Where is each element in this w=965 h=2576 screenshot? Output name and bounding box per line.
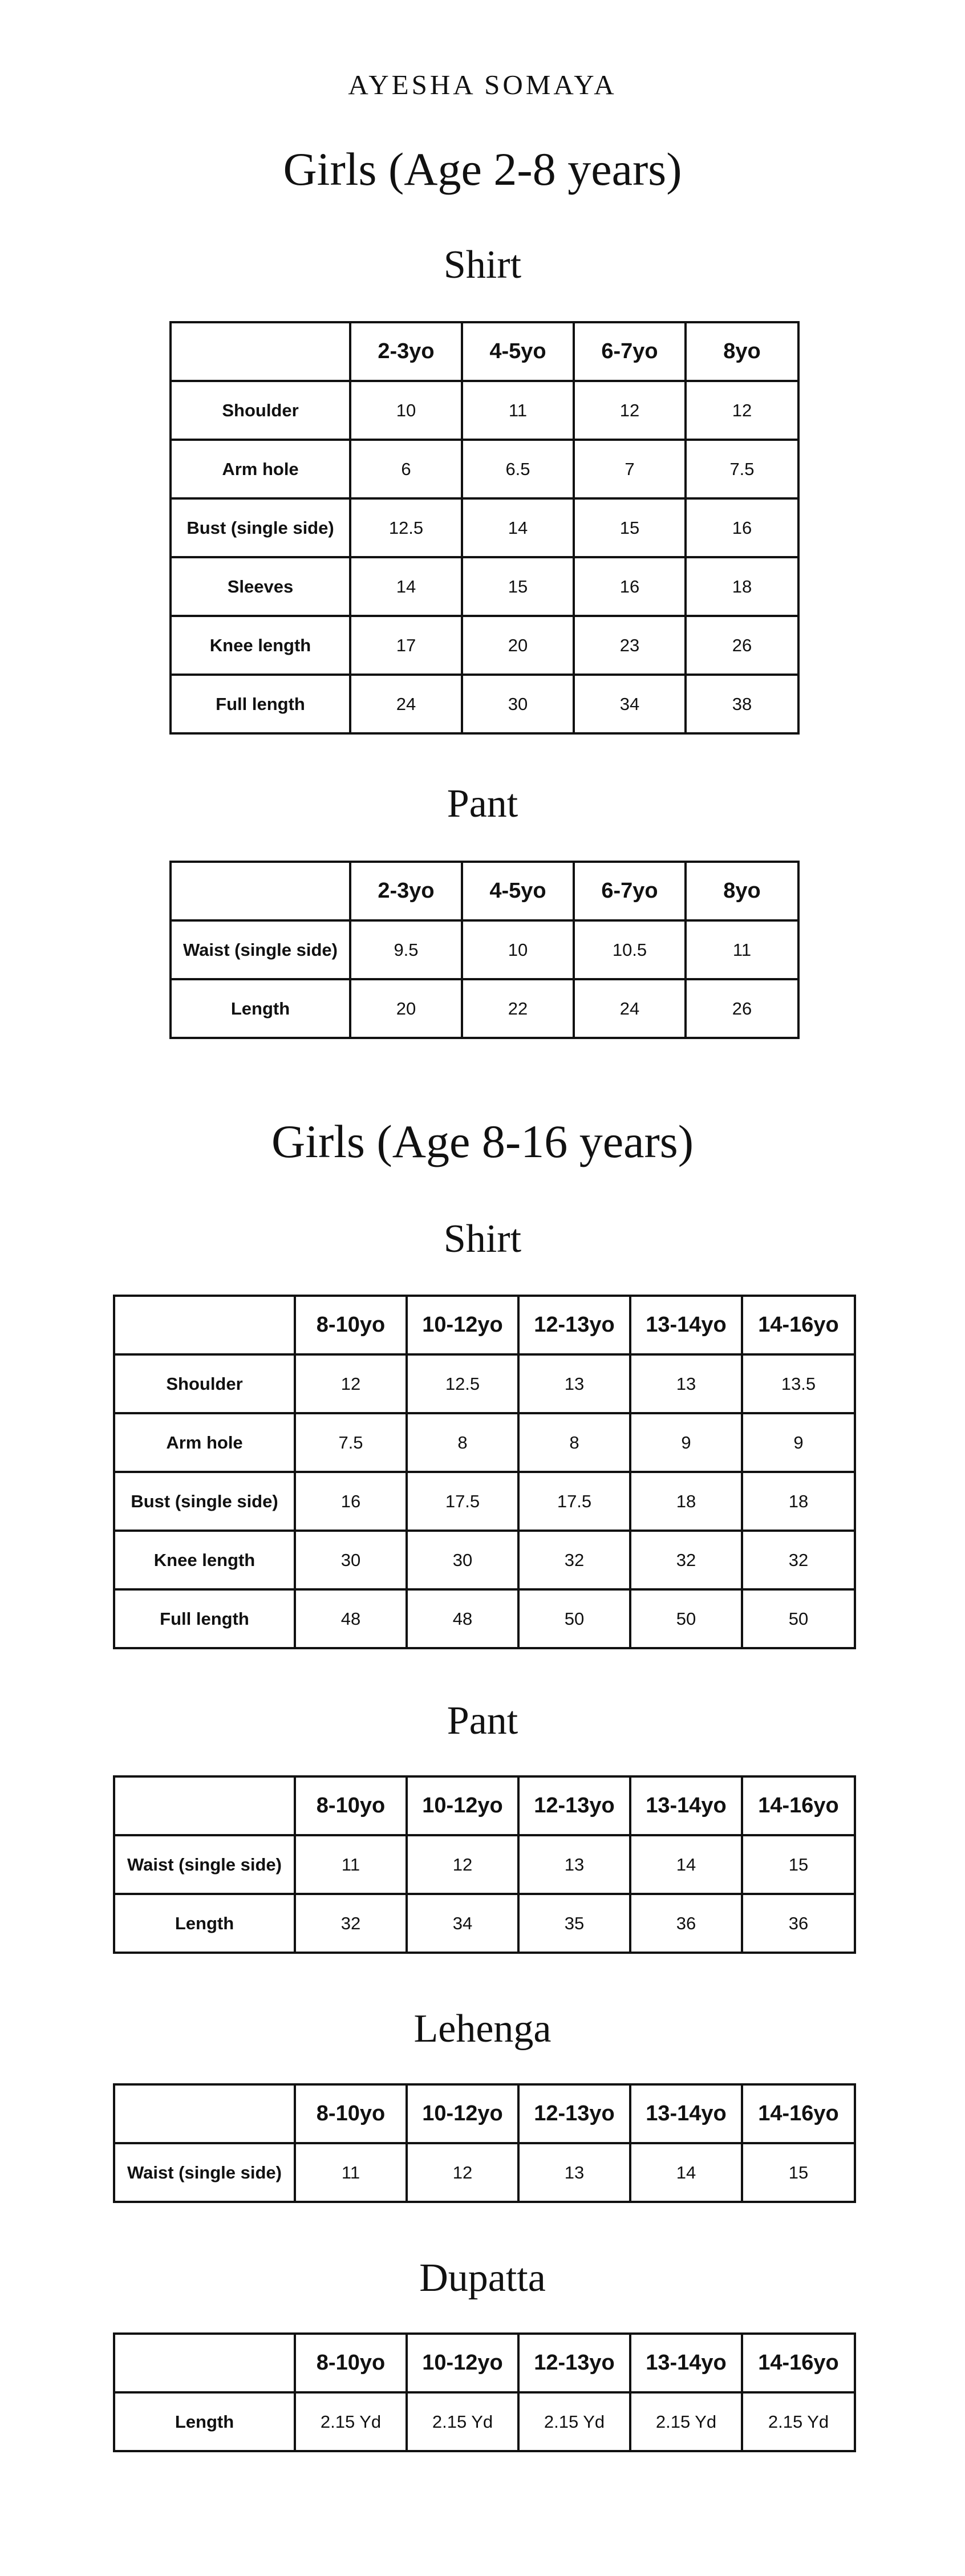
- column-header: 12-13yo: [518, 1296, 630, 1354]
- row-label: Full length: [171, 675, 350, 733]
- table-corner-cell: [114, 2334, 295, 2392]
- table-cell: 22: [462, 979, 574, 1038]
- table-cell: 16: [574, 557, 686, 616]
- column-header: 2-3yo: [350, 322, 462, 381]
- table-cell: 2.15 Yd: [630, 2392, 742, 2451]
- column-header: 13-14yo: [630, 1296, 742, 1354]
- table-cell: 12.5: [350, 498, 462, 557]
- table-row: [114, 1589, 855, 1648]
- table-cell: 36: [630, 1894, 742, 1953]
- table-cell: 12: [407, 2143, 518, 2202]
- column-header: 8yo: [686, 322, 798, 381]
- table-cell: 7.5: [686, 440, 798, 498]
- column-header: 14-16yo: [742, 2334, 855, 2392]
- table-cell: 34: [407, 1894, 518, 1953]
- table-cell: 15: [574, 498, 686, 557]
- pant-size-table-8-16: [113, 1775, 856, 1954]
- table-corner-cell: [114, 2084, 295, 2143]
- table-cell: 11: [462, 381, 574, 440]
- shirt-title-8-16: Shirt: [443, 1217, 522, 1261]
- table-cell: 2.15 Yd: [518, 2392, 630, 2451]
- row-label: Shoulder: [114, 1354, 295, 1413]
- table-header-row: [171, 322, 798, 381]
- column-header: 12-13yo: [518, 2334, 630, 2392]
- table-cell: 34: [574, 675, 686, 733]
- table-cell: 13.5: [742, 1354, 855, 1413]
- row-label: Knee length: [171, 616, 350, 675]
- table-cell: 11: [295, 2143, 407, 2202]
- table-row: [171, 675, 798, 733]
- table-cell: 17.5: [407, 1472, 518, 1531]
- table-cell: 7.5: [295, 1413, 407, 1472]
- table-cell: 9: [742, 1413, 855, 1472]
- row-label: Sleeves: [171, 557, 350, 616]
- table-cell: 30: [462, 675, 574, 733]
- table-cell: 6.5: [462, 440, 574, 498]
- table-cell: 48: [407, 1589, 518, 1648]
- column-header: 13-14yo: [630, 2084, 742, 2143]
- table-cell: 18: [630, 1472, 742, 1531]
- section-title-girls-2-8: Girls (Age 2-8 years): [283, 143, 682, 195]
- table-cell: 15: [742, 1835, 855, 1894]
- table-cell: 9.5: [350, 920, 462, 979]
- table-cell: 26: [686, 616, 798, 675]
- table-header-row: [114, 1776, 855, 1835]
- table-cell: 10: [350, 381, 462, 440]
- row-label: Waist (single side): [171, 920, 350, 979]
- table-cell: 2.15 Yd: [295, 2392, 407, 2451]
- table-cell: 12: [686, 381, 798, 440]
- table-row: [114, 1413, 855, 1472]
- table-cell: 2.15 Yd: [407, 2392, 518, 2451]
- row-label: Bust (single side): [171, 498, 350, 557]
- lehenga-size-table-8-16: [113, 2083, 856, 2203]
- row-label: Knee length: [114, 1531, 295, 1589]
- table-cell: 7: [574, 440, 686, 498]
- pant-title-2-8: Pant: [447, 782, 518, 826]
- table-cell: 16: [295, 1472, 407, 1531]
- table-header-row: [171, 862, 798, 920]
- table-cell: 20: [350, 979, 462, 1038]
- table-row: [171, 440, 798, 498]
- row-label: Full length: [114, 1589, 295, 1648]
- table-row: [114, 1835, 855, 1894]
- table-cell: 23: [574, 616, 686, 675]
- column-header: 14-16yo: [742, 1776, 855, 1835]
- table-cell: 18: [686, 557, 798, 616]
- table-row: [171, 557, 798, 616]
- column-header: 13-14yo: [630, 1776, 742, 1835]
- table-cell: 15: [742, 2143, 855, 2202]
- table-cell: 6: [350, 440, 462, 498]
- shirt-size-table-8-16: [113, 1295, 856, 1649]
- row-label: Bust (single side): [114, 1472, 295, 1531]
- table-cell: 16: [686, 498, 798, 557]
- table-cell: 12: [407, 1835, 518, 1894]
- table-row: [114, 1354, 855, 1413]
- table-cell: 10.5: [574, 920, 686, 979]
- table-cell: 50: [742, 1589, 855, 1648]
- table-row: [114, 1531, 855, 1589]
- column-header: 12-13yo: [518, 1776, 630, 1835]
- table-cell: 32: [630, 1531, 742, 1589]
- row-label: Waist (single side): [114, 2143, 295, 2202]
- row-label: Length: [114, 1894, 295, 1953]
- table-row: [114, 2392, 855, 2451]
- table-corner-cell: [114, 1776, 295, 1835]
- table-row: [171, 498, 798, 557]
- table-header-row: [114, 1296, 855, 1354]
- table-row: [114, 1472, 855, 1531]
- row-label: Arm hole: [171, 440, 350, 498]
- row-label: Arm hole: [114, 1413, 295, 1472]
- table-cell: 24: [350, 675, 462, 733]
- table-header-row: [114, 2334, 855, 2392]
- table-cell: 14: [462, 498, 574, 557]
- table-cell: 32: [295, 1894, 407, 1953]
- row-label: Length: [114, 2392, 295, 2451]
- section-title-girls-8-16: Girls (Age 8-16 years): [271, 1115, 694, 1167]
- column-header: 10-12yo: [407, 1776, 518, 1835]
- table-row: [171, 920, 798, 979]
- table-cell: 14: [630, 2143, 742, 2202]
- table-cell: 11: [295, 1835, 407, 1894]
- table-corner-cell: [171, 862, 350, 920]
- table-cell: 12: [574, 381, 686, 440]
- lehenga-title-8-16: Lehenga: [413, 2007, 552, 2051]
- column-header: 8-10yo: [295, 1776, 407, 1835]
- table-cell: 50: [518, 1589, 630, 1648]
- dupatta-size-table-8-16: [113, 2332, 856, 2452]
- table-cell: 8: [407, 1413, 518, 1472]
- column-header: 4-5yo: [462, 862, 574, 920]
- column-header: 14-16yo: [742, 2084, 855, 2143]
- table-cell: 2.15 Yd: [742, 2392, 855, 2451]
- dupatta-title-8-16: Dupatta: [419, 2256, 546, 2300]
- table-cell: 9: [630, 1413, 742, 1472]
- table-cell: 30: [295, 1531, 407, 1589]
- table-cell: 14: [630, 1835, 742, 1894]
- table-cell: 50: [630, 1589, 742, 1648]
- row-label: Shoulder: [171, 381, 350, 440]
- column-header: 12-13yo: [518, 2084, 630, 2143]
- brand-name: AYESHA SOMAYA: [348, 69, 617, 100]
- column-header: 13-14yo: [630, 2334, 742, 2392]
- table-cell: 32: [518, 1531, 630, 1589]
- table-cell: 36: [742, 1894, 855, 1953]
- table-row: [171, 381, 798, 440]
- pant-title-8-16: Pant: [447, 1699, 518, 1743]
- column-header: 10-12yo: [407, 1296, 518, 1354]
- table-cell: 18: [742, 1472, 855, 1531]
- column-header: 8-10yo: [295, 1296, 407, 1354]
- table-cell: 48: [295, 1589, 407, 1648]
- table-cell: 24: [574, 979, 686, 1038]
- table-cell: 10: [462, 920, 574, 979]
- table-row: [171, 979, 798, 1038]
- table-row: [171, 616, 798, 675]
- table-cell: 35: [518, 1894, 630, 1953]
- row-label: Waist (single side): [114, 1835, 295, 1894]
- column-header: 10-12yo: [407, 2084, 518, 2143]
- table-cell: 12: [295, 1354, 407, 1413]
- column-header: 14-16yo: [742, 1296, 855, 1354]
- table-cell: 20: [462, 616, 574, 675]
- table-cell: 11: [686, 920, 798, 979]
- table-cell: 14: [350, 557, 462, 616]
- table-cell: 32: [742, 1531, 855, 1589]
- table-row: [114, 1894, 855, 1953]
- table-cell: 13: [630, 1354, 742, 1413]
- table-header-row: [114, 2084, 855, 2143]
- table-cell: 30: [407, 1531, 518, 1589]
- shirt-title-2-8: Shirt: [443, 243, 522, 287]
- table-cell: 17.5: [518, 1472, 630, 1531]
- table-corner-cell: [114, 1296, 295, 1354]
- table-cell: 8: [518, 1413, 630, 1472]
- row-label: Length: [171, 979, 350, 1038]
- table-cell: 13: [518, 2143, 630, 2202]
- column-header: 6-7yo: [574, 862, 686, 920]
- column-header: 8-10yo: [295, 2084, 407, 2143]
- table-cell: 12.5: [407, 1354, 518, 1413]
- table-cell: 13: [518, 1354, 630, 1413]
- table-corner-cell: [171, 322, 350, 381]
- column-header: 6-7yo: [574, 322, 686, 381]
- table-cell: 38: [686, 675, 798, 733]
- table-cell: 13: [518, 1835, 630, 1894]
- column-header: 4-5yo: [462, 322, 574, 381]
- shirt-size-table-2-8: [169, 321, 800, 735]
- table-cell: 15: [462, 557, 574, 616]
- table-row: [114, 2143, 855, 2202]
- column-header: 10-12yo: [407, 2334, 518, 2392]
- column-header: 8yo: [686, 862, 798, 920]
- table-cell: 26: [686, 979, 798, 1038]
- pant-size-table-2-8: [169, 861, 800, 1039]
- column-header: 8-10yo: [295, 2334, 407, 2392]
- table-cell: 17: [350, 616, 462, 675]
- column-header: 2-3yo: [350, 862, 462, 920]
